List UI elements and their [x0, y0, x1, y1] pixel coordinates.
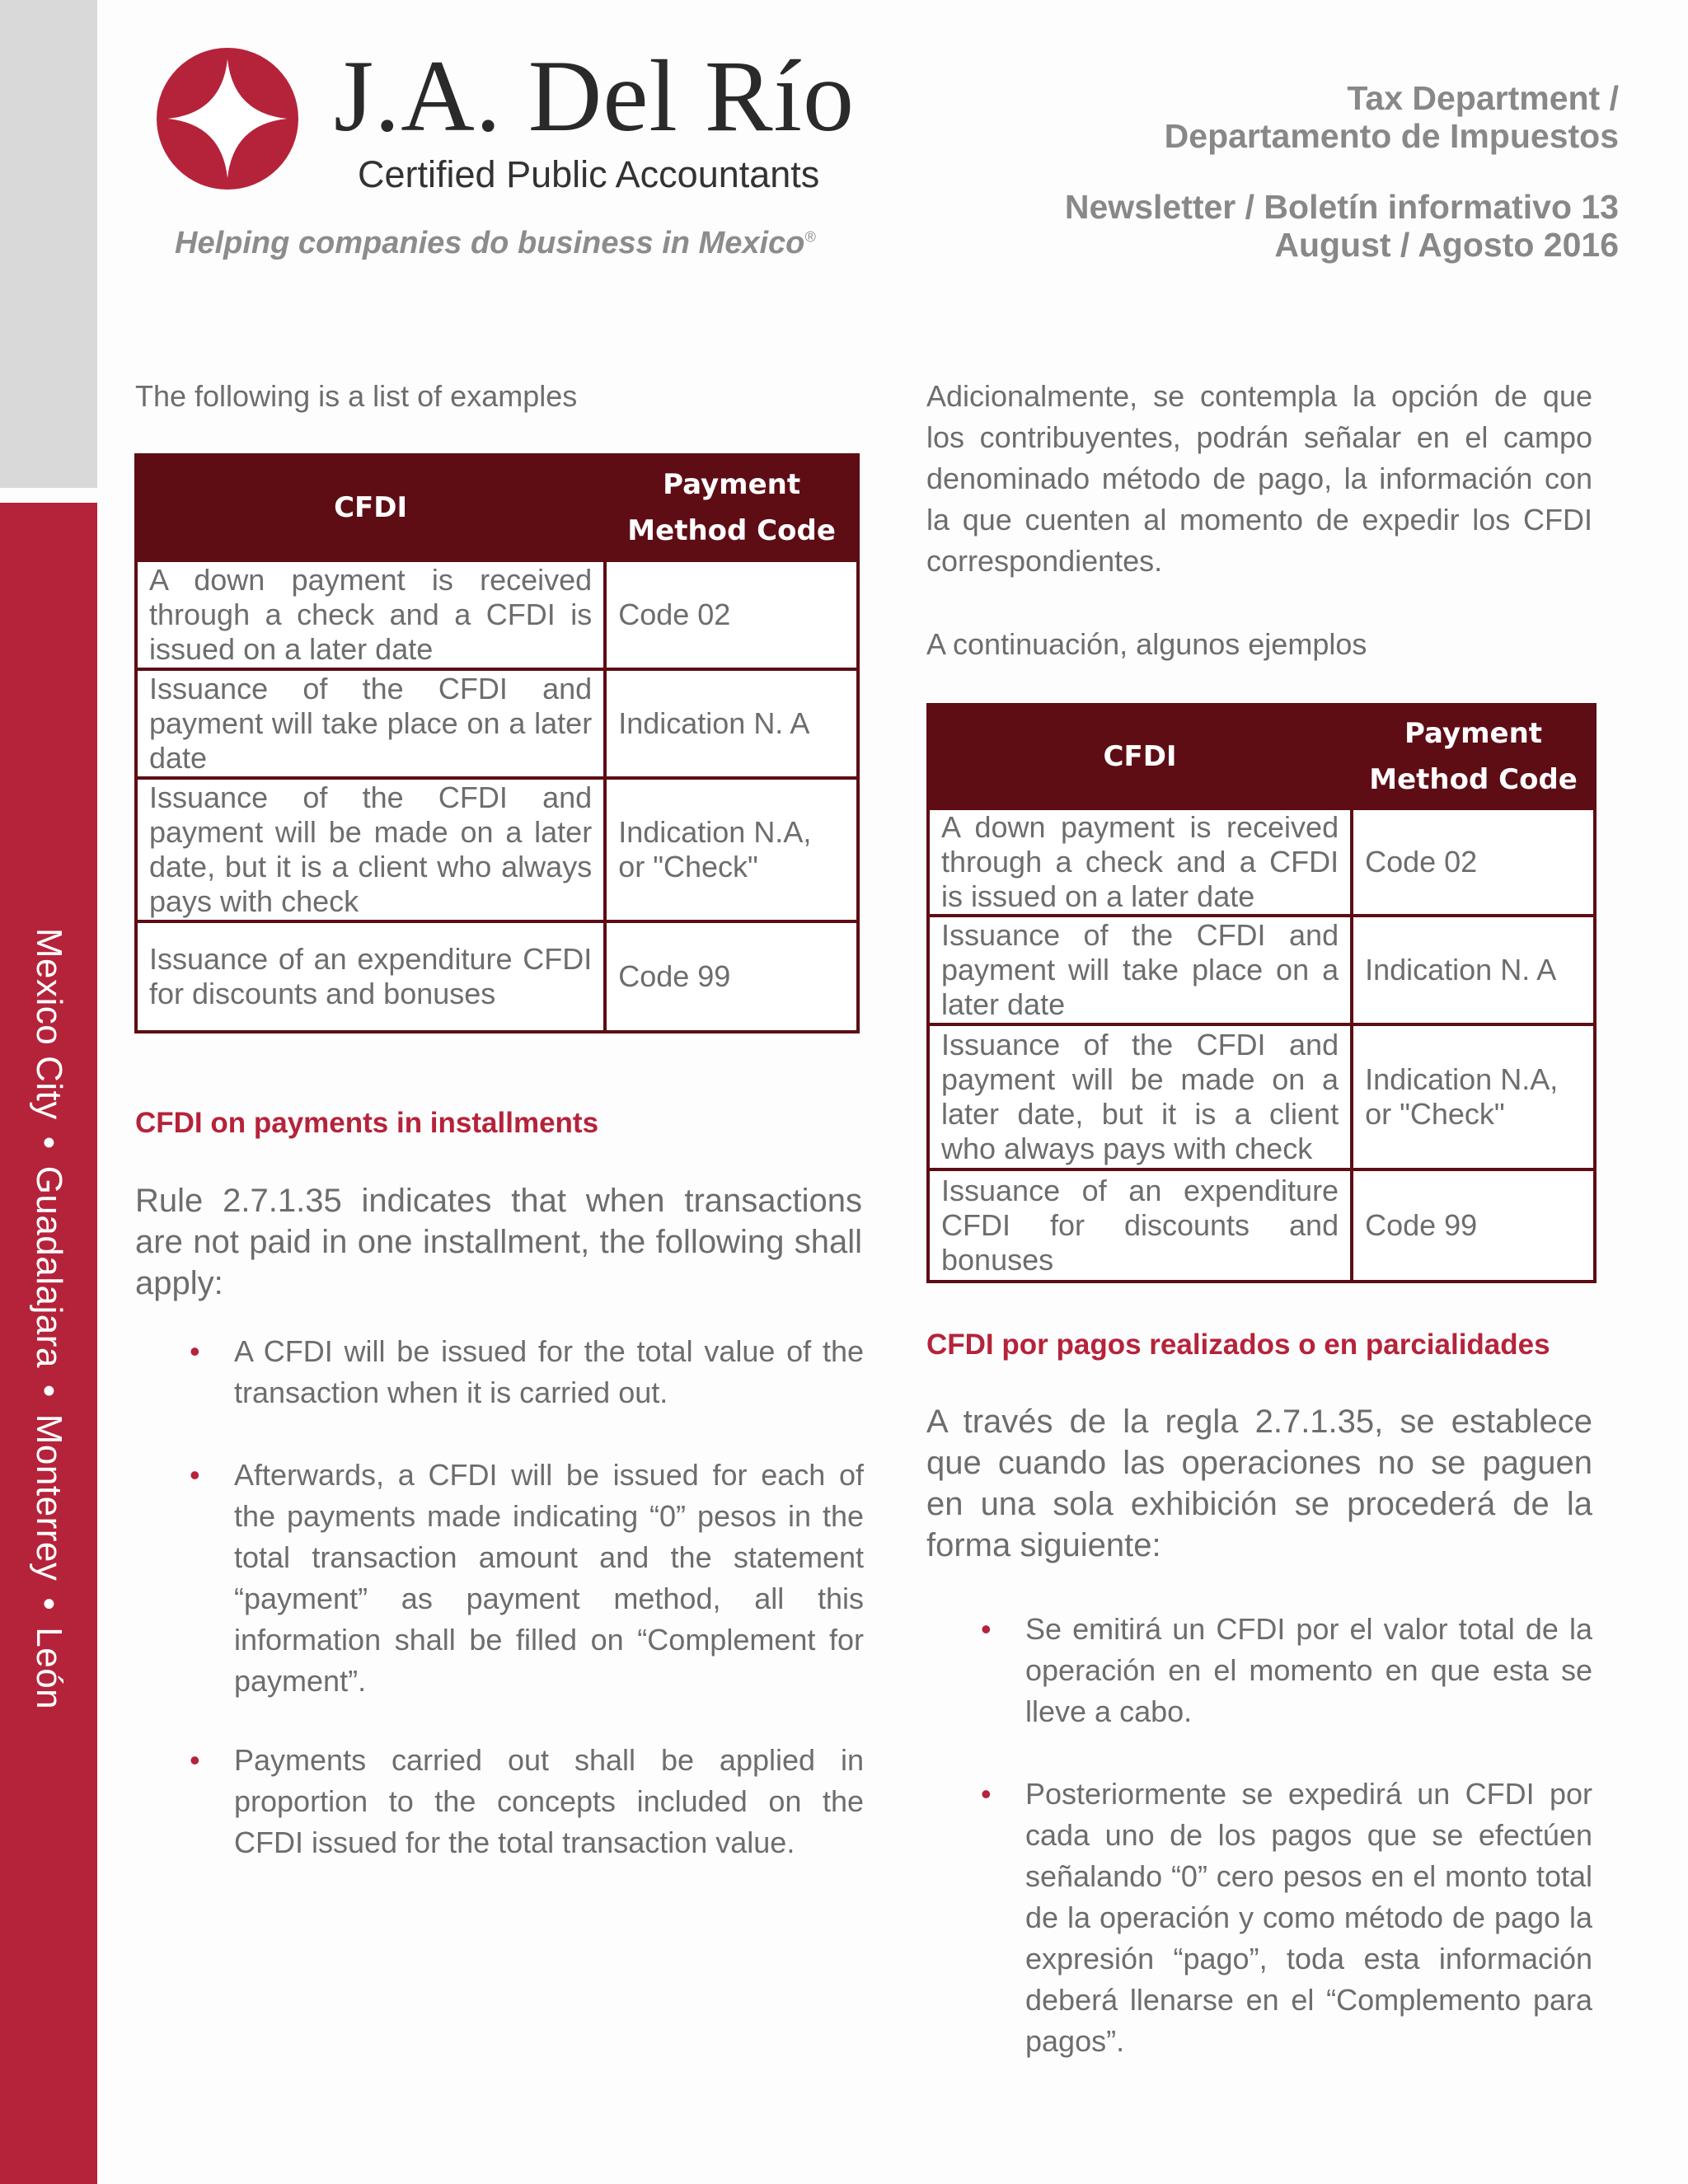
- table-header-row: [930, 706, 1593, 807]
- left-rule-paragraph: Rule 2.7.1.35 indicates that when transactions are not paid in one installment, the following shall apply:: [135, 1183, 862, 1301]
- col-header-line-2: Method Code: [627, 514, 836, 547]
- table-row: [138, 780, 856, 920]
- table-cell-desc: Issuance of the CFDI and payment will take place on a later date: [930, 917, 1350, 1023]
- city-monterrey: Monterrey: [29, 1413, 69, 1582]
- table-cell-desc: Issuance of the CFDI and payment will be made on a later date, but it is a client who always pays with check: [138, 780, 603, 920]
- table-row: [138, 562, 856, 668]
- table-header-row: [138, 457, 856, 559]
- table-cell-desc: Issuance of an expenditure CFDI for discounts and bonuses: [138, 923, 603, 1030]
- department-line-1: Tax Department /: [1347, 79, 1619, 117]
- table-cell-code: Indication N. A: [607, 671, 856, 776]
- logo-icon: [157, 48, 298, 190]
- city-guadalajara: Guadalajara: [29, 1165, 69, 1368]
- list-item-text: Se emitirá un CFDI por el valor total de la operación en el momento en que esta se lleve a cabo.: [1025, 1612, 1592, 1728]
- right-payment-table: [926, 703, 1597, 1283]
- table-cell-code: Indication N.A, or "Check": [607, 780, 856, 920]
- table-cell-desc: A down payment is received through a check and a CFDI is issued on a later date: [138, 562, 603, 668]
- table-row: [930, 1171, 1593, 1280]
- table-row: [138, 923, 856, 1030]
- brand-name: J.A. Del Río: [334, 40, 855, 152]
- left-section-heading: CFDI on payments in installments: [135, 1107, 599, 1139]
- table-row: [930, 1026, 1593, 1168]
- registered-mark: ®: [804, 228, 816, 246]
- table-cell-code: Indication N.A, or "Check": [1353, 1026, 1593, 1168]
- table-cell-code: Indication N. A: [1353, 917, 1593, 1023]
- table-cell-desc: Issuance of the CFDI and payment will be made on a later date, but it is a client who always pays with check: [930, 1026, 1350, 1168]
- col-header-line-2: Method Code: [1369, 763, 1578, 796]
- table-row: [138, 671, 856, 776]
- city-separator: •: [29, 1136, 69, 1150]
- city-separator: •: [29, 1597, 69, 1611]
- left-payment-table: [134, 453, 860, 1033]
- list-item-text: A CFDI will be issued for the total value of the transaction when it is carried out.: [234, 1334, 864, 1409]
- right-section-heading: CFDI por pagos realizados o en parcialidades: [926, 1329, 1550, 1361]
- col-header-cfdi: CFDI: [138, 457, 603, 559]
- list-item: [926, 1609, 1592, 1732]
- col-header-payment-method: [1353, 706, 1593, 807]
- right-examples-line: A continuación, algunos ejemplos: [926, 627, 1367, 661]
- bullet-icon: •: [981, 1777, 992, 1811]
- right-rule-paragraph: A través de la regla 2.7.1.35, se establece que cuando las operaciones no se paguen en una sola exhibición se procederá de la forma siguiente:: [926, 1404, 1592, 1563]
- table-cell-code: Code 99: [1353, 1171, 1593, 1280]
- table-cell-code: Code 99: [607, 923, 856, 1030]
- table-cell-desc: Issuance of the CFDI and payment will take place on a later date: [138, 671, 603, 776]
- table-cell-desc: Issuance of an expenditure CFDI for discounts and bonuses: [930, 1171, 1350, 1280]
- right-intro-paragraph: Adicionalmente, se contempla la opción de que los contribuyentes, podrán señalar en el campo denominado método de pago, la información con la que cuenten al momento de expedir los CFDI correspondientes.: [926, 379, 1592, 578]
- col-header-line-1: Payment: [1404, 717, 1543, 750]
- table-row: [930, 917, 1593, 1023]
- list-item-text: Afterwards, a CFDI will be issued for each of the payments made indicating “0” pesos in the total transaction amount and the statement “payment” as payment method, all this information shall be filled on “Complement for payment”.: [234, 1458, 864, 1698]
- bullet-icon: •: [190, 1743, 200, 1777]
- city-separator: •: [29, 1384, 69, 1398]
- table-cell-desc: A down payment is received through a check and a CFDI is issued on a later date: [930, 810, 1350, 914]
- list-item-text: Posteriormente se expedirá un CFDI por cada uno de los pagos que se efectúen señalando “0” cero pesos en el monto total de la operación y como método de pago la expresión “pago”, toda esta información deberá llenarse en el “Complemento para pagos”.: [1025, 1777, 1592, 2058]
- list-item: [926, 1774, 1592, 2062]
- tagline: [175, 226, 816, 261]
- sidebar-city-list: [28, 928, 69, 1709]
- table-row: [930, 810, 1593, 914]
- col-header-cfdi: CFDI: [930, 706, 1350, 807]
- brand-subtitle: Certified Public Accountants: [358, 153, 820, 195]
- right-bullet-list: [926, 1609, 1592, 2062]
- col-header-line-1: Payment: [663, 468, 801, 501]
- col-header-payment-method: [607, 457, 856, 559]
- city-mexico-city: Mexico City: [29, 927, 69, 1120]
- department-line-2: Departamento de Impuestos: [1164, 117, 1619, 155]
- list-item: [135, 1455, 864, 1702]
- bullet-icon: •: [981, 1612, 992, 1646]
- newsletter-line-2: August / Agosto 2016: [1274, 226, 1619, 264]
- newsletter-line-1: Newsletter / Boletín informativo 13: [1064, 188, 1619, 226]
- bullet-icon: •: [190, 1334, 200, 1368]
- table-cell-code: Code 02: [607, 562, 856, 668]
- left-bullet-list: [135, 1331, 864, 1863]
- sidebar-gray-block: [0, 0, 97, 488]
- table-cell-code: Code 02: [1353, 810, 1593, 914]
- tagline-text: Helping companies do business in Mexico: [175, 226, 805, 260]
- left-intro: The following is a list of examples: [135, 379, 578, 413]
- bullet-icon: •: [190, 1458, 200, 1492]
- newsletter-title: [1065, 188, 1619, 264]
- department-title: [1165, 79, 1619, 155]
- list-item-text: Payments carried out shall be applied in proportion to the concepts included on the CFDI issued for the total transaction value.: [234, 1743, 864, 1859]
- list-item: [135, 1740, 864, 1863]
- city-leon: León: [29, 1627, 69, 1710]
- list-item: [135, 1331, 864, 1413]
